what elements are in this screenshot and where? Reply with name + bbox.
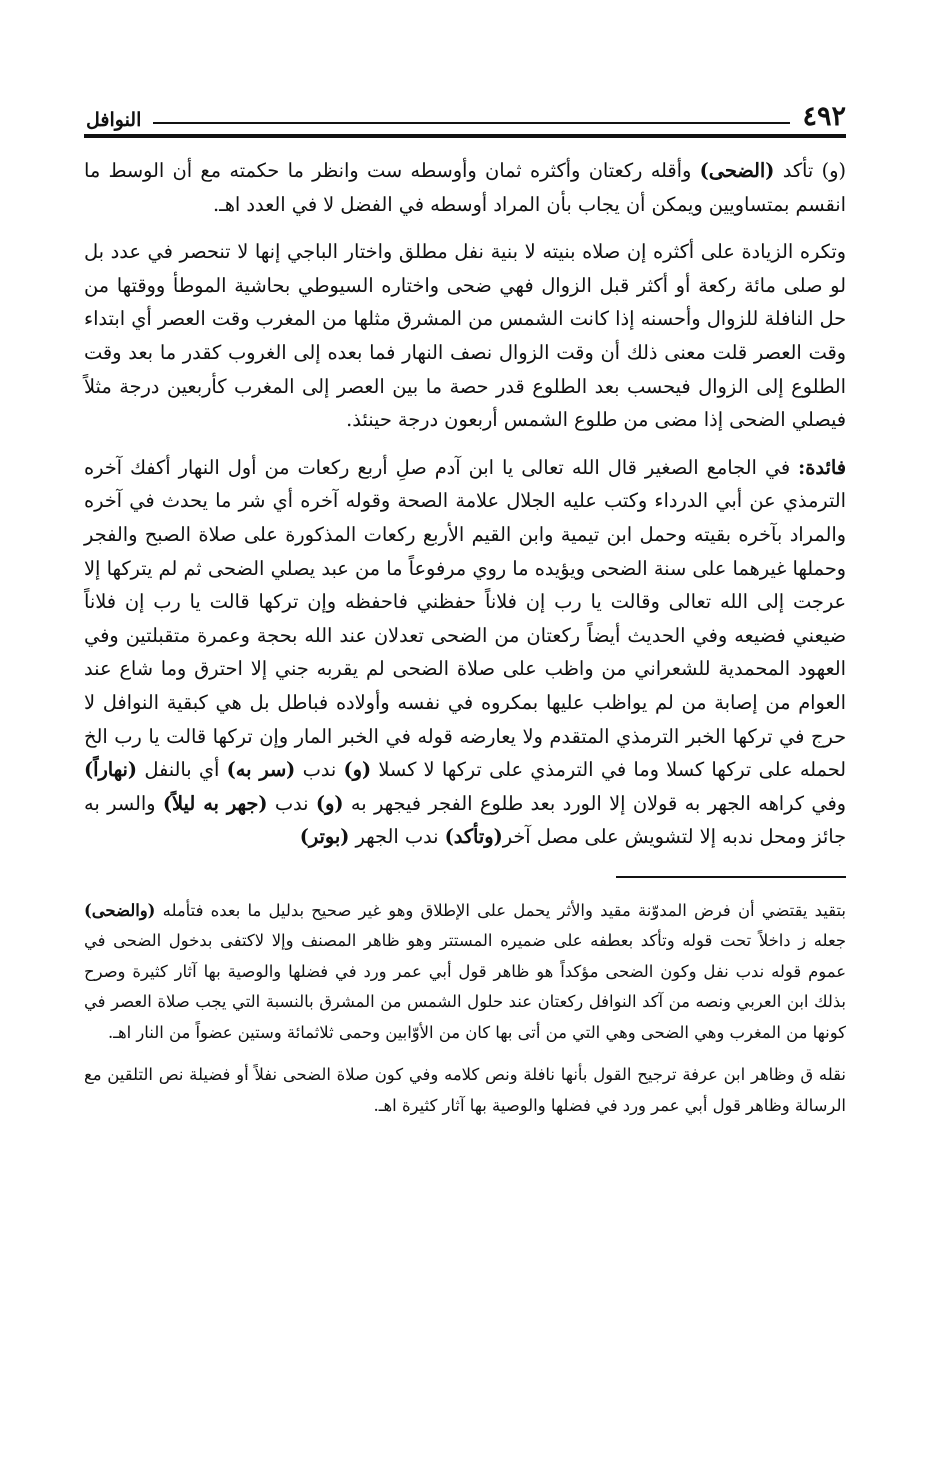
p1-lead: (و) تأكد: [782, 159, 846, 182]
matn-jahr: (جهر به ليلاً): [162, 791, 268, 815]
book-page: [84, 92, 846, 1133]
taakkad-text: ندب الجهر: [355, 825, 439, 849]
faida-label: فائدة:: [798, 455, 846, 479]
page-number: ٤٩٢: [802, 101, 846, 132]
sirr-text: أي بالنفل: [144, 758, 220, 782]
footnote-1-bold-term: (والضحى): [84, 900, 156, 920]
matn-sirr: (سر به): [226, 758, 296, 782]
matn-waw-2: (و): [315, 791, 344, 815]
paragraph-faida: [84, 451, 846, 854]
nadb-1: ندب: [302, 758, 337, 782]
footnote-1-text-a: بتقيد يقتضي أن فرض المدوّنة مقيد والأثر يحمل على الإطلاق وهو غير صحيح بدليل ما بعده فتأمله: [162, 900, 846, 920]
matn-taakkad: (وتأكد): [444, 825, 503, 849]
matn-witr: (بوتر): [299, 825, 350, 849]
p1-bold-term: (الضحى): [699, 159, 775, 182]
matn-naharan: (نهاراً): [84, 758, 138, 782]
footnote-1: [84, 896, 846, 1049]
footnote-1-text-b: جعله ز داخلاً تحت قوله وتأكد بعطفه على ضميره المستتر وهو ظاهر المصنف وإلا لاكتفى بدخول الضحى في عموم قوله ندب نفل وكون الضحى مؤكداً هو ظاهر قول أبي عمر ورد في فضلها والوصية بها آثار كثيرة وصرح بذلك ابن العربي ونصه من آكد النوافل ركعتان عند حلول الشمس من المشرق بالنسبة التي يجب صلاة العصر في كونها من المغرب وهي الضحى وهي التي من أتى بها كان من الأوّابين وحمى ثلاثمائة وستين عضواً من النار اهـ.: [84, 931, 846, 1042]
faida-text: في الجامع الصغير قال الله تعالى يا ابن آدم صلِ أربع ركعات من أول النهار أكفك آخره الترمذي عن أبي الدرداء وكتب عليه الجلال علامة الصحة وقوله آخره أي شر ما يحدث في آخره والمراد بآخره بقيته وحمل ابن تيمية وابن القيم الأربع ركعات المذكورة على صلاة الصبح والفجر وحملها غيرهما على سنة الضحى ويؤيده ما روي مرفوعاً ما من عبد يصلي الضحى ثم لم يتركها إلا عرجت إلى الله تعالى وقالت يا رب إن فلاناً حفظني فاحفظه وإن تركها قالت يا رب إن فلاناً ضيعني فضيعه وفي الحديث أيضاً ركعتان من الضحى تعدلان عند الله بحجة وعمرة متقبلتين وفي العهود المحمدية للشعراني من واظب على صلاة الضحى لم يقربه جني إلا احترق وما شاع عند العوام من إصابة من لم يواظب عليها بمكروه في نفسه وأولاده فباطل بل هي كبقية النوافل لا حرج في تركها الخبر الترمذي المتقدم ولا يعارضه قوله في الخبر المار وإن تركها قالت يا رب الخ لحمله على تركها كسلا وما في الترمذي على تركها لا كسلا: [84, 455, 847, 782]
footnotes: [84, 896, 846, 1122]
paragraph-duha: [84, 154, 846, 221]
p1-text: وأقله ركعتان وأكثره ثمان وأوسطه ست وانظر ما حكمته مع أن الوسط ما انقسم بمتساويين ويمكن أن يجاب بأن المراد أوسطه في الفضل لا في العدد اهـ.: [84, 159, 846, 216]
matn-waw-1: (و): [343, 758, 372, 782]
header-dash-line: [153, 122, 790, 124]
paragraph-extra: وتكره الزيادة على أكثره إن صلاه بنيته لا بنية نفل مطلق واختار الباجي إنها لا تنحصر في عدد بل لو صلى مائة ركعة أو أكثر قبل الزوال فهي ضحى واختاره السيوطي بحاشية الموطأ ووقتها من حل النافلة للزوال وأحسنه إذا كانت الشمس من المشرق مثلها من المغرب وقت العصر أي ابتداء وقت العصر قلت معنى ذلك أن وقت الزوال نصف النهار فما بعده إلى الغروب كقدر ما بعد وقت الطلوع إلى الزوال فيحسب بعد الطلوع قدر حصة ما بين العصر إلى المغرب كأربعين درجة مثلاً فيصلي الضحى إذا مضى من طلوع الشمس أربعون درجة حينئذ.: [84, 240, 846, 432]
main-text: [84, 154, 846, 854]
footnote-separator: [616, 876, 846, 878]
header-title: النوافل: [86, 109, 142, 131]
header-rule: [84, 134, 846, 138]
jahr-text: والسر به جائز ومحل ندبه إلا لتشويش على مصل آخر: [84, 791, 846, 849]
footnote-2: نقله ق وظاهر ابن عرفة ترجيح القول بأنها نافلة ونص كلامه وفي كون صلاة الضحى نفلاً أو فضيلة نص التلقين مع الرسالة وظاهر قول أبي عمر ورد في فضلها والوصية بها آثار كثيرة اهـ.: [84, 1065, 846, 1115]
naharan-text: وفي كراهه الجهر به قولان إلا الورد بعد طلوع الفجر فيجهر به: [350, 791, 846, 815]
running-header: [84, 92, 846, 130]
nadb-2: ندب: [274, 791, 309, 815]
